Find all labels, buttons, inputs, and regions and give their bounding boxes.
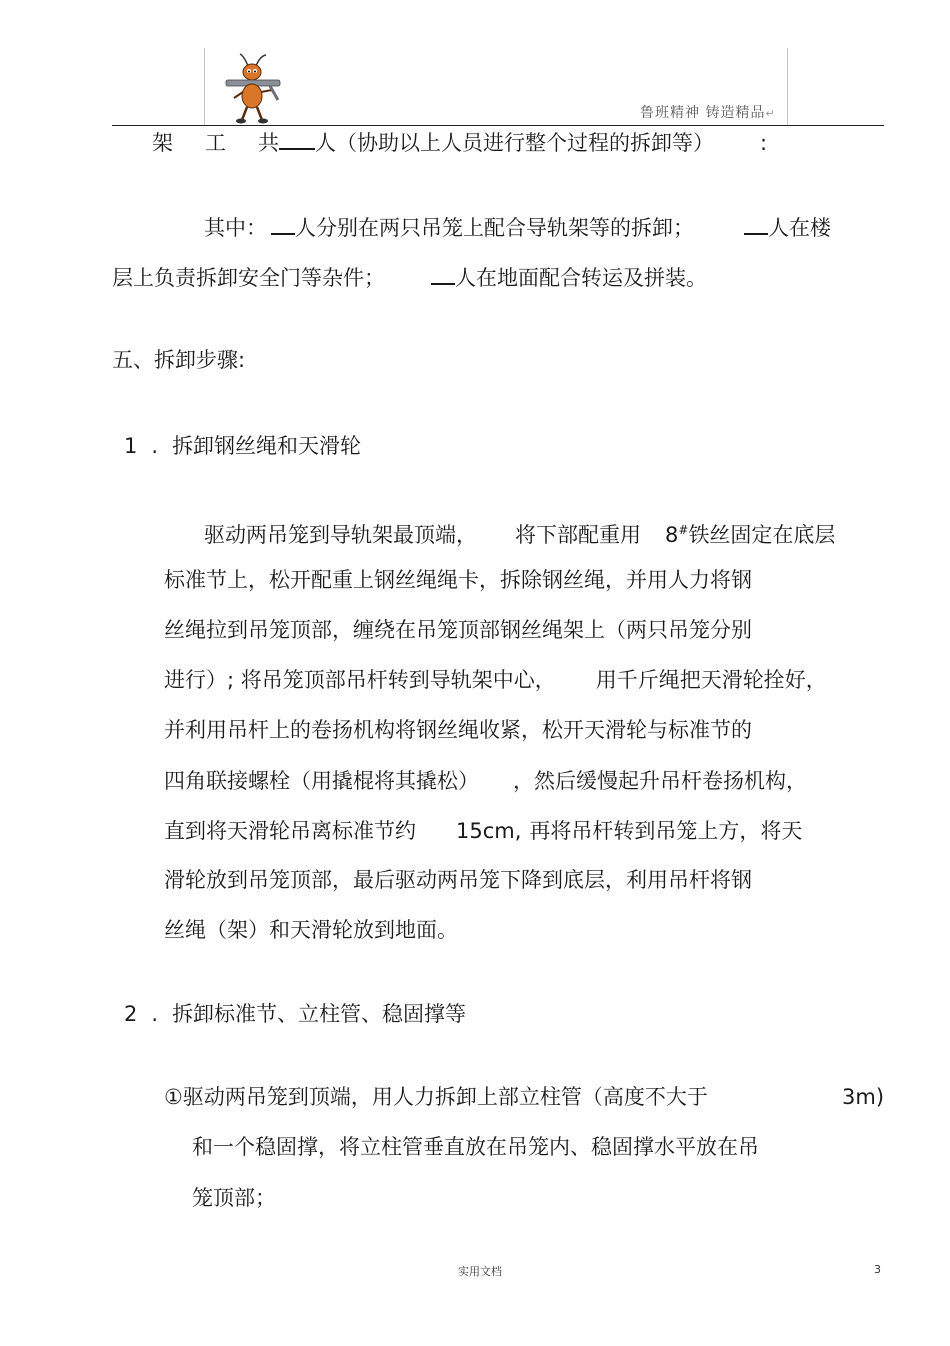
step1-line-7-a: 直到将天滑轮吊离标准节约 — [164, 819, 416, 843]
footer-label: 实用文档 — [458, 1265, 502, 1278]
step1-line-8: 滑轮放到吊笼顶部，最后驱动两吊笼下降到底层，利用吊杆将钢 — [164, 868, 752, 892]
header-left-divider — [204, 48, 205, 126]
step2-sub1-line-3: 笼顶部； — [192, 1186, 276, 1210]
header-rule — [112, 125, 884, 126]
step1-line-1-sup: # — [678, 523, 689, 537]
blank-floor-workers — [744, 213, 768, 235]
step1-line-1-a: 驱动两吊笼到导轨架最顶端， — [204, 523, 477, 547]
header-motto-text: 鲁班精神 铸造精品 — [640, 105, 766, 121]
step1-line-1 — [204, 516, 835, 549]
page-number: 3 — [874, 1263, 881, 1276]
line1-rest: 人（协助以上人员进行整个过程的拆卸等） — [315, 131, 714, 155]
circled-one-marker: ① — [164, 1085, 183, 1109]
step2-sub1-3m: 3m) — [842, 1085, 885, 1109]
step2-heading — [124, 1000, 466, 1028]
step2-title: 拆卸标准节、立柱管、稳固撑等 — [172, 1002, 467, 1026]
step1-line-1-c: 8 — [665, 523, 679, 547]
step1-number: 1 — [124, 434, 138, 458]
step2-sub1-a: 驱动两吊笼到顶端，用人力拆卸上部立柱管（高度不大于 — [182, 1085, 708, 1109]
step2-sub1-line-1 — [164, 1083, 708, 1111]
line1-char-3: 共 — [258, 131, 279, 155]
step1-dot: . — [151, 434, 159, 458]
step1-line-4 — [164, 666, 827, 694]
line2-c: 人在楼 — [768, 216, 831, 240]
step1-line-1-d: 铁丝固定在底层 — [688, 523, 836, 547]
step1-line-2: 标准节上，松开配重上钢丝绳绳卡，拆除钢丝绳，并用人力将钢 — [164, 568, 752, 592]
header-motto — [640, 102, 776, 122]
line-workers-total — [152, 128, 767, 157]
header-right-divider — [787, 48, 788, 126]
step1-line-3: 丝绳拉到吊笼顶部，缠绕在吊笼顶部钢丝绳架上（两只吊笼分别 — [164, 618, 752, 642]
mascot-logo — [222, 52, 284, 124]
line3-a: 层上负责拆卸安全门等杂件； — [112, 266, 385, 290]
step1-line-1-b: 将下部配重用 — [515, 523, 641, 547]
step2-dot: . — [151, 1002, 159, 1026]
blank-ground-workers — [431, 263, 455, 285]
step2-sub1-line-2: 和一个稳固撑，将立柱管垂直放在吊笼内、稳固撑水平放在吊 — [192, 1135, 759, 1159]
blank-cage-workers — [271, 213, 295, 235]
step1-line-9: 丝绳（架）和天滑轮放到地面。 — [164, 918, 458, 942]
step1-line-6-a: 四角联接螺栓（用撬棍将其撬松） — [164, 769, 479, 793]
step1-line-4-a: 进行）; 将吊笼顶部吊杆转到导轨架中心， — [164, 668, 556, 692]
line2-b: 人分别在两只吊笼上配合导轨架等的拆卸； — [295, 216, 694, 240]
line1-colon: : — [760, 131, 768, 155]
section-title: 五、拆卸步骤: — [112, 348, 246, 372]
step1-line-7 — [164, 817, 802, 845]
line-workers-detail-cont — [112, 263, 707, 292]
blank-total-workers — [279, 128, 315, 150]
step1-line-6-b: ，然后缓慢起升吊杆卷扬机构， — [513, 769, 807, 793]
step1-line-4-b: 用千斤绳把天滑轮拴好， — [595, 668, 827, 692]
step2-number: 2 — [124, 1002, 138, 1026]
step1-heading — [124, 432, 361, 460]
step1-title: 拆卸钢丝绳和天滑轮 — [172, 434, 362, 458]
line2-a: 其中： — [204, 216, 267, 240]
line-workers-detail — [204, 213, 831, 242]
step1-line-7-b: 15cm, — [456, 819, 522, 843]
return-mark-icon: ↵ — [765, 107, 776, 120]
line1-char-1: 架 — [152, 131, 173, 155]
line1-char-2: 工 — [205, 131, 226, 155]
step1-line-5: 并利用吊杆上的卷扬机构将钢丝绳收紧，松开天滑轮与标准节的 — [164, 718, 752, 742]
step1-line-6 — [164, 767, 807, 795]
step1-line-7-c: 再将吊杆转到吊笼上方，将天 — [529, 819, 803, 843]
line3-b: 人在地面配合转运及拼装。 — [455, 266, 707, 290]
